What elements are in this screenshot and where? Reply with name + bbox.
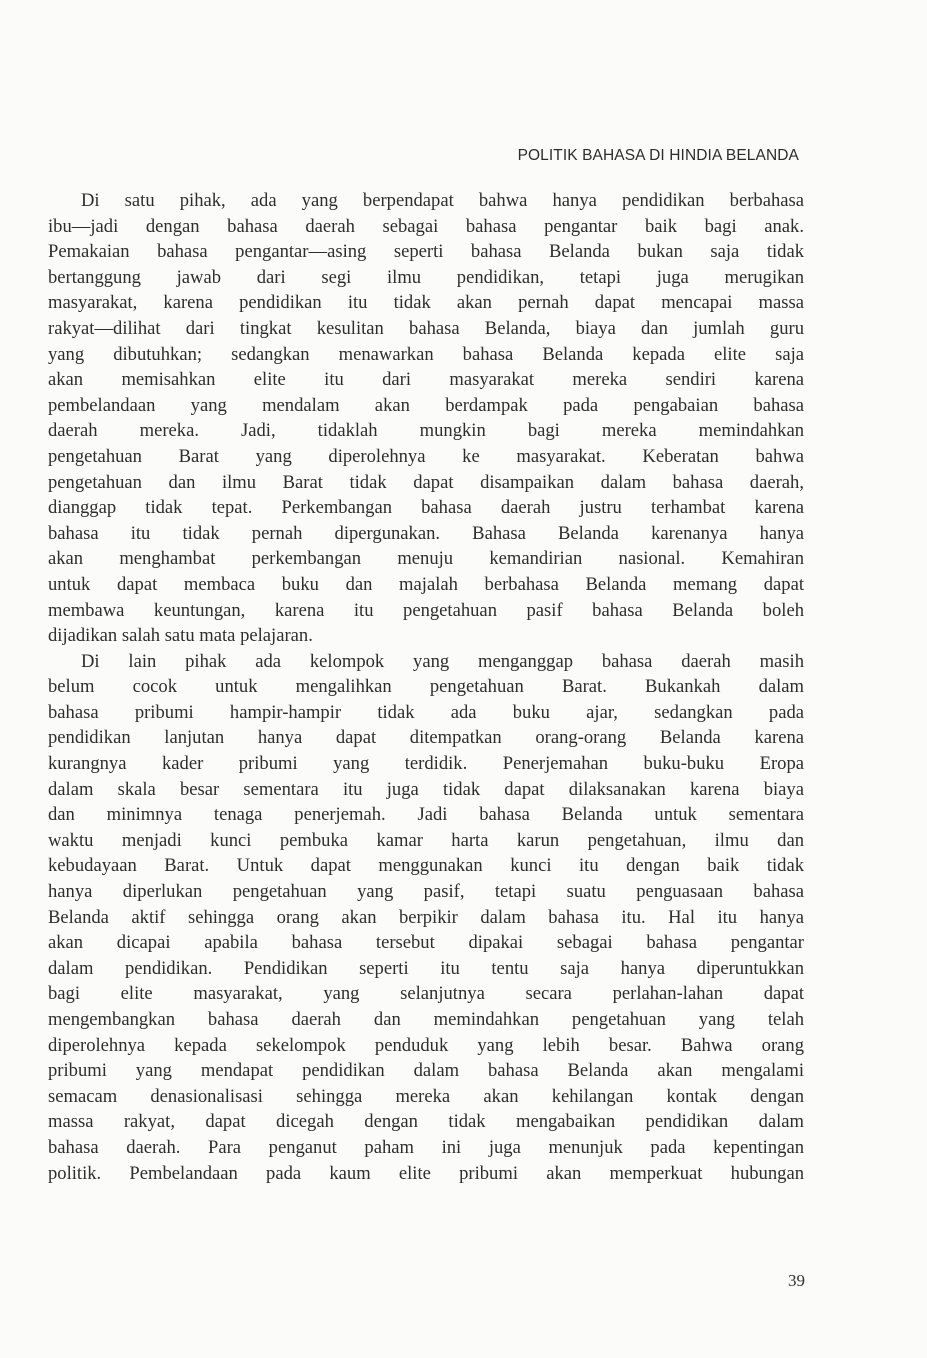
text-line: akan menghambat perkembangan menuju kemandirian nasional. Kemahiran	[48, 548, 804, 570]
text-line: bahasa itu tidak pernah dipergunakan. Bahasa Belanda karenanya hanya	[48, 522, 804, 544]
text-line: masyarakat, karena pendidikan itu tidak akan pernah dapat mencapai massa	[48, 292, 804, 314]
text-line: massa rakyat, dapat dicegah dengan tidak mengabaikan pendidikan dalam	[48, 1111, 804, 1133]
text-line: dijadikan salah satu mata pelajaran.	[48, 625, 313, 647]
text-line: daerah mereka. Jadi, tidaklah mungkin bagi mereka memindahkan	[48, 420, 804, 442]
text-line: bahasa pribumi hampir-hampir tidak ada buku ajar, sedangkan pada	[48, 701, 804, 723]
paragraph	[48, 188, 804, 649]
text-line: Di satu pihak, ada yang berpendapat bahwa hanya pendidikan berbahasa	[81, 190, 804, 211]
text-line: akan memisahkan elite itu dari masyarakat mereka sendiri karena	[48, 369, 804, 391]
text-line: Di lain pihak ada kelompok yang menganggap bahasa daerah masih	[81, 650, 804, 672]
text-line: untuk dapat membaca buku dan majalah berbahasa Belanda memang dapat	[48, 573, 804, 595]
text-line: bahasa daerah. Para penganut paham ini juga menunjuk pada kepentingan	[48, 1136, 804, 1158]
text-line: membawa keuntungan, karena itu pengetahuan pasif bahasa Belanda boleh	[48, 599, 804, 621]
text-line: pendidikan lanjutan hanya dapat ditempatkan orang-orang Belanda karena	[48, 727, 804, 749]
text-line: yang dibutuhkan; sedangkan menawarkan bahasa Belanda kepada elite saja	[48, 343, 804, 365]
text-line: rakyat—dilihat dari tingkat kesulitan bahasa Belanda, biaya dan jumlah guru	[48, 317, 804, 339]
text-line: dianggap tidak tepat. Perkembangan bahasa daerah justru terhambat karena	[48, 497, 804, 519]
text-line: ibu—jadi dengan bahasa daerah sebagai bahasa pengantar baik bagi anak.	[48, 215, 804, 237]
text-line: dan minimnya tenaga penerjemah. Jadi bahasa Belanda untuk sementara	[48, 804, 804, 826]
page-number: 39	[788, 1271, 805, 1290]
text-line: kurangnya kader pribumi yang terdidik. Penerjemahan buku-buku Eropa	[48, 753, 804, 775]
text-line: Pemakaian bahasa pengantar—asing seperti bahasa Belanda bukan saja tidak	[48, 241, 804, 263]
text-line: diperolehnya kepada sekelompok penduduk yang lebih besar. Bahwa orang	[48, 1034, 804, 1056]
text-line: pengetahuan Barat yang diperolehnya ke masyarakat. Keberatan bahwa	[48, 445, 804, 467]
text-line: hanya diperlukan pengetahuan yang pasif, tetapi suatu penguasaan bahasa	[48, 881, 804, 903]
text-line: waktu menjadi kunci pembuka kamar harta karun pengetahuan, ilmu dan	[48, 829, 804, 851]
text-line: kebudayaan Barat. Untuk dapat menggunakan kunci itu dengan baik tidak	[48, 855, 804, 877]
body-text	[48, 188, 804, 1186]
text-line: Belanda aktif sehingga orang akan berpikir dalam bahasa itu. Hal itu hanya	[48, 906, 804, 928]
text-line: akan dicapai apabila bahasa tersebut dipakai sebagai bahasa pengantar	[48, 932, 804, 954]
text-line: mengembangkan bahasa daerah dan memindahkan pengetahuan yang telah	[48, 1009, 804, 1030]
paragraph	[48, 649, 804, 1186]
text-line: semacam denasionalisasi sehingga mereka akan kehilangan kontak dengan	[48, 1085, 804, 1107]
text-line: bagi elite masyarakat, yang selanjutnya secara perlahan-lahan dapat	[48, 983, 804, 1005]
text-line: belum cocok untuk mengalihkan pengetahuan Barat. Bukankah dalam	[48, 676, 804, 698]
text-line: pembelandaan yang mendalam akan berdampak pada pengabaian bahasa	[48, 394, 804, 416]
text-line: dalam skala besar sementara itu juga tidak dapat dilaksanakan karena biaya	[48, 778, 804, 800]
text-line: dalam pendidikan. Pendidikan seperti itu tentu saja hanya diperuntukkan	[48, 957, 804, 979]
running-header: POLITIK BAHASA DI HINDIA BELANDA	[517, 147, 799, 164]
text-line: politik. Pembelandaan pada kaum elite pribumi akan memperkuat hubungan	[48, 1162, 804, 1184]
text-line: pengetahuan dan ilmu Barat tidak dapat disampaikan dalam bahasa daerah,	[48, 471, 804, 493]
text-line: pribumi yang mendapat pendidikan dalam bahasa Belanda akan mengalami	[48, 1060, 804, 1082]
text-line: bertanggung jawab dari segi ilmu pendidikan, tetapi juga merugikan	[48, 266, 804, 288]
